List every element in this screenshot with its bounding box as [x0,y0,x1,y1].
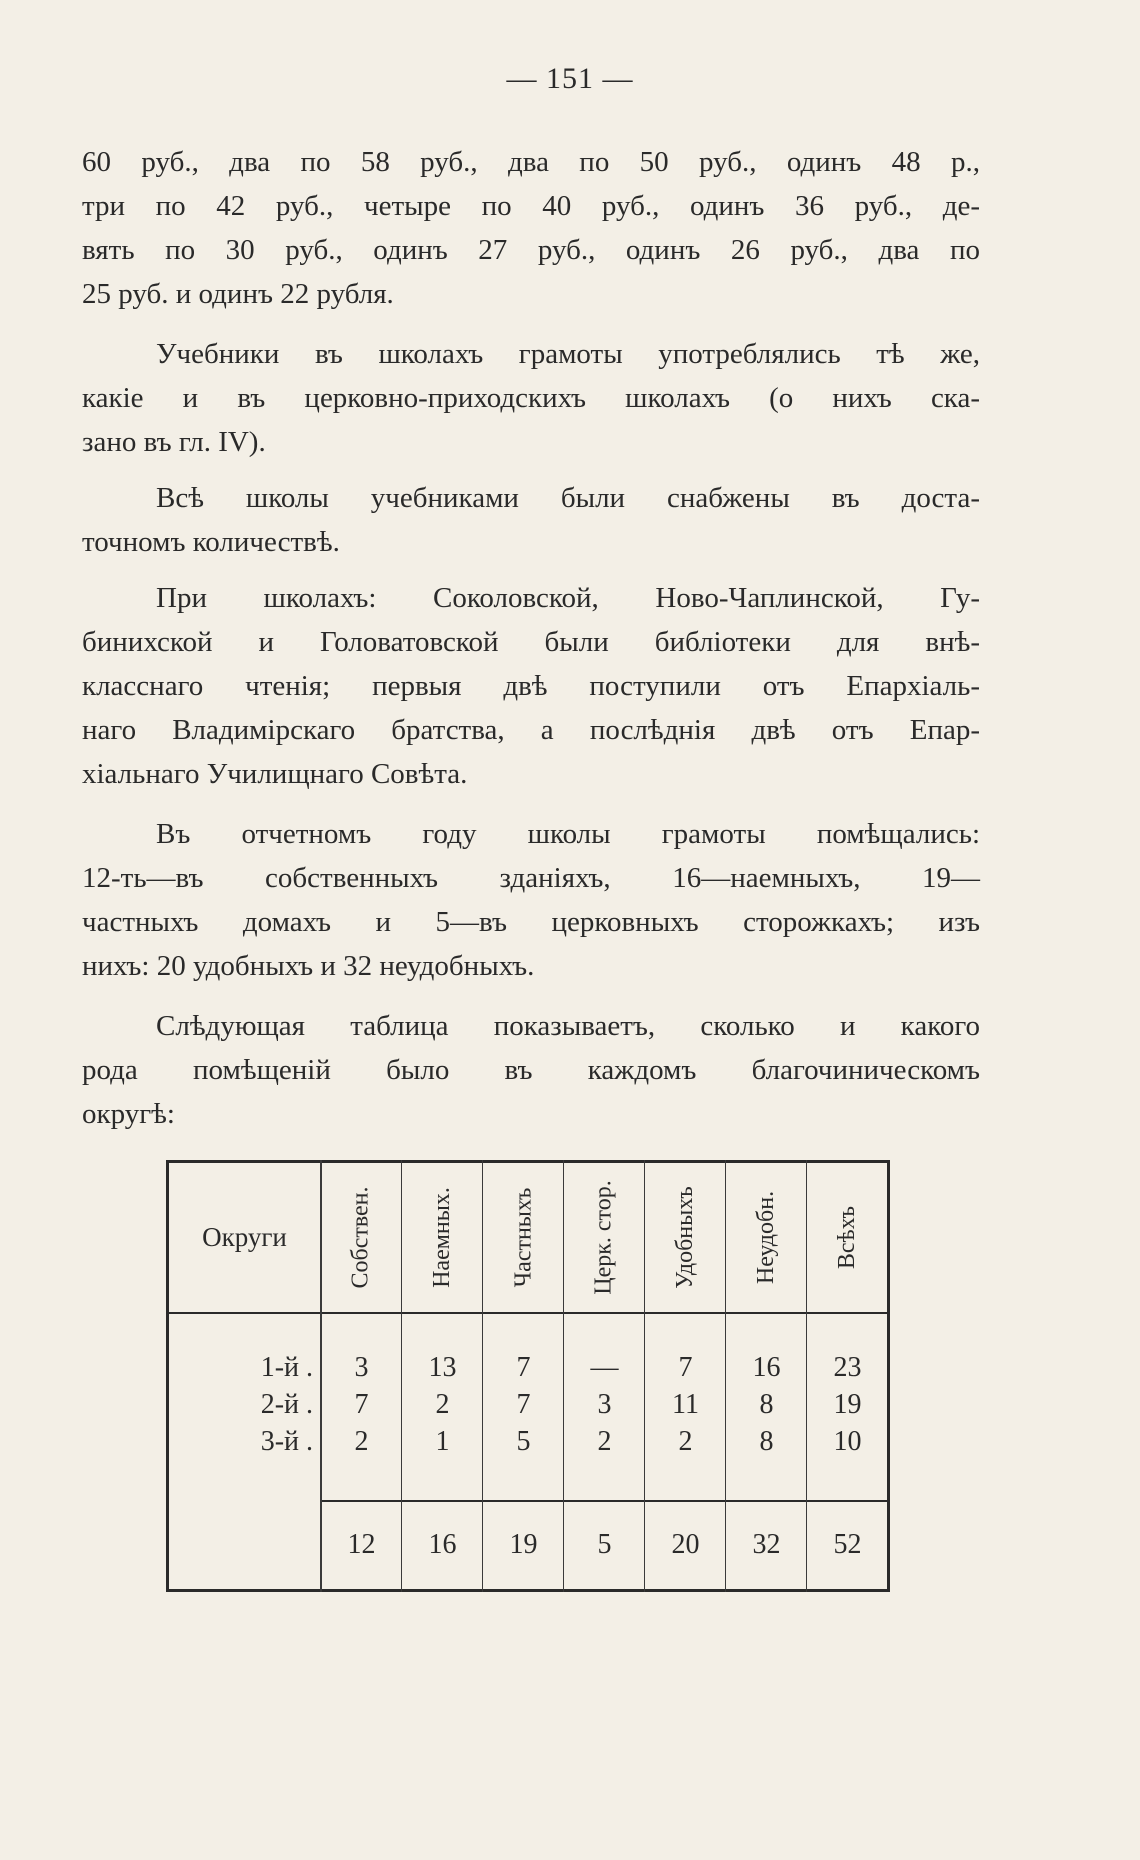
column-header-label: Частныхъ [510,1187,537,1288]
table-cell: 10 [833,1426,862,1457]
text-line: класснаго чтенія; первыя двѣ поступили отъ Епархіаль- [82,670,980,702]
text-line: Слѣдующая таблица показываетъ, сколько и какого [156,1010,980,1042]
paragraph [82,140,980,316]
text-line: зано въ гл. IV). [82,426,266,458]
table-cell: 7 [354,1389,369,1420]
column-header [483,1163,564,1312]
column-header-label: Неудобн. [753,1190,780,1285]
table-border [166,1589,890,1592]
total-cell: 5 [597,1529,612,1560]
column-header [807,1163,888,1312]
row-label: 1-й . [260,1352,313,1383]
table-cell: 3 [597,1389,612,1420]
table-total-rule [320,1500,890,1502]
text-line: частныхъ домахъ и 5—въ церковныхъ сторожкахъ; изъ [82,906,980,938]
column-header [645,1163,726,1312]
column-header-label: Собствен. [348,1186,375,1289]
text-line: 12-ть—въ собственныхъ зданіяхъ, 16—наемныхъ, 19— [82,862,980,894]
row-label: 3-й . [260,1426,313,1457]
text-line: хіальнаго Училищнаго Совѣта. [82,758,468,790]
table-cell: 7 [678,1352,693,1383]
text-line: Учебники въ школахъ грамоты употреблялись тѣ же, [156,338,980,370]
column-header-label: Удобныхъ [672,1186,699,1289]
table-cell: 2 [597,1426,612,1457]
column-header [726,1163,807,1312]
premises-table [166,1160,890,1592]
total-cell: 12 [347,1529,376,1560]
row-label: 2-й . [260,1389,313,1420]
paragraph [82,332,980,464]
text-line: рода помѣщеній было въ каждомъ благочиническомъ [82,1054,980,1086]
table-cell: 2 [678,1426,693,1457]
total-cell: 16 [428,1529,457,1560]
text-line: бинихской и Головатовской были библіотеки для внѣ- [82,626,980,658]
total-cell: 19 [509,1529,538,1560]
table-cell: 23 [833,1352,862,1383]
table-cell: 11 [672,1389,699,1420]
paragraph [82,576,980,796]
column-header [321,1163,402,1312]
table-cell: 7 [516,1352,531,1383]
table-cell: 1 [435,1426,450,1457]
column-header-okrugi: Округи [202,1222,287,1252]
table-cell: 19 [833,1389,862,1420]
column-header [564,1163,645,1312]
table-cell: 5 [516,1426,531,1457]
text-line: округѣ: [82,1098,175,1130]
page-number: — 151 — [506,62,634,95]
text-line: вять по 30 руб., одинъ 27 руб., одинъ 26 руб., два по [82,234,980,266]
column-header [402,1163,483,1312]
text-line: Всѣ школы учебниками были снабжены въ доста- [156,482,980,514]
table-cell: 13 [428,1352,457,1383]
text-line: При школахъ: Соколовской, Ново-Чаплинской, Гу- [156,582,980,614]
table-cell: 8 [759,1426,774,1457]
paragraph [82,812,980,988]
column-header-label: Всѣхъ [834,1205,860,1270]
total-cell: 32 [752,1529,781,1560]
table-cell: 8 [759,1389,774,1420]
column-header-label: Наемных. [429,1187,456,1288]
text-line: 60 руб., два по 58 руб., два по 50 руб., одинъ 48 р., [82,146,980,178]
table-header-rule [166,1312,890,1314]
paragraph [82,476,980,564]
total-cell: 20 [671,1529,700,1560]
table-cell: 16 [752,1352,781,1383]
text-line: какіе и въ церковно-приходскихъ школахъ (о нихъ ска- [82,382,980,414]
table-cell: 7 [516,1389,531,1420]
table-cell: — [590,1352,619,1383]
total-cell: 52 [833,1529,862,1560]
text-line: три по 42 руб., четыре по 40 руб., одинъ 36 руб., де- [82,190,980,222]
text-line: наго Владимірскаго братства, а послѣднія двѣ отъ Епар- [82,714,980,746]
table-cell: 3 [354,1352,369,1383]
table-cell: 2 [354,1426,369,1457]
text-line: 25 руб. и одинъ 22 рубля. [82,278,394,310]
paragraph [82,1004,980,1136]
text-line: точномъ количествѣ. [82,526,340,558]
column-header-label: Церк. стор. [591,1180,617,1295]
table-cell: 2 [435,1389,450,1420]
text-line: нихъ: 20 удобныхъ и 32 неудобныхъ. [82,950,535,982]
text-line: Въ отчетномъ году школы грамоты помѣщались: [156,818,980,850]
